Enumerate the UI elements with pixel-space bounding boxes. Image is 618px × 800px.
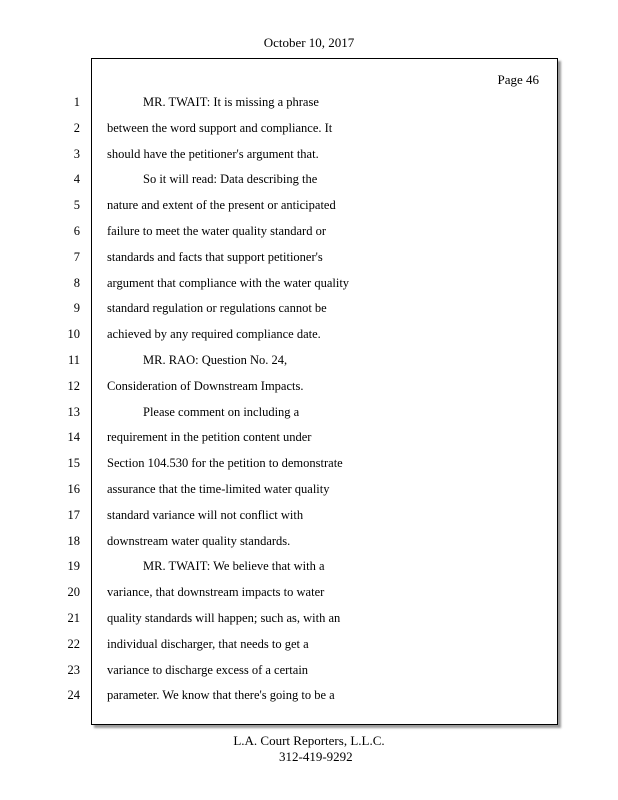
line-number: 18 bbox=[67, 533, 80, 548]
line-number: 3 bbox=[73, 146, 80, 161]
line-text: nature and extent of the present or anticipated bbox=[107, 198, 336, 213]
transcript-date: October 10, 2017 bbox=[263, 35, 355, 50]
line-number: 13 bbox=[67, 404, 80, 419]
line-text: MR. RAO: Question No. 24, bbox=[143, 353, 288, 367]
line-number: 15 bbox=[67, 456, 80, 471]
line-text: MR. TWAIT: It is missing a phrase bbox=[143, 95, 319, 109]
line-number: 1 bbox=[73, 95, 80, 109]
transcript-line bbox=[0, 92, 618, 112]
line-number: 19 bbox=[67, 559, 80, 574]
transcript-line bbox=[0, 376, 618, 396]
line-number: 20 bbox=[67, 585, 80, 600]
transcript-line bbox=[0, 324, 618, 344]
line-number: 14 bbox=[67, 430, 80, 445]
line-number: 9 bbox=[73, 301, 80, 316]
line-number: 12 bbox=[67, 378, 80, 393]
line-text: standard regulation or regulations cannot be bbox=[107, 301, 327, 316]
line-text: variance to discharge excess of a certain bbox=[107, 662, 309, 677]
line-number: 4 bbox=[73, 172, 80, 187]
line-number: 2 bbox=[73, 120, 80, 135]
line-text: MR. TWAIT: We believe that with a bbox=[143, 559, 325, 574]
line-number: 23 bbox=[67, 662, 80, 677]
transcript-line bbox=[0, 350, 618, 370]
line-text: assurance that the time-limited water quality bbox=[107, 482, 330, 496]
transcript-line bbox=[0, 298, 618, 318]
line-number: 21 bbox=[67, 611, 80, 625]
page-number: Page 46 bbox=[497, 72, 539, 87]
transcript-line bbox=[0, 582, 618, 602]
transcript-line bbox=[0, 608, 618, 628]
line-number: 22 bbox=[67, 636, 80, 651]
line-text: quality standards will happen; such as, with an bbox=[107, 611, 341, 625]
transcript-line bbox=[0, 660, 618, 680]
transcript-line bbox=[0, 402, 618, 422]
line-text: So it will read: Data describing the bbox=[143, 172, 318, 187]
line-number: 17 bbox=[67, 507, 80, 522]
line-number: 16 bbox=[67, 482, 80, 496]
line-text: variance, that downstream impacts to water bbox=[107, 585, 325, 600]
line-text: failure to meet the water quality standard or bbox=[107, 224, 327, 238]
transcript-line bbox=[0, 427, 618, 447]
transcript-line bbox=[0, 634, 618, 654]
line-number: 24 bbox=[67, 688, 80, 703]
footer-phone: 312-419-9292 bbox=[279, 749, 353, 764]
line-text: individual discharger, that needs to get a bbox=[107, 636, 309, 651]
line-number: 10 bbox=[67, 327, 80, 342]
line-number: 7 bbox=[73, 249, 80, 264]
line-number: 8 bbox=[73, 275, 80, 290]
transcript-line bbox=[0, 118, 618, 138]
transcript-line bbox=[0, 685, 618, 705]
line-text: standards and facts that support petitioner's bbox=[107, 249, 323, 264]
transcript-line bbox=[0, 247, 618, 267]
line-number: 5 bbox=[73, 198, 80, 213]
transcript-line bbox=[0, 273, 618, 293]
line-text: argument that compliance with the water quality bbox=[107, 275, 350, 290]
line-number: 11 bbox=[67, 353, 80, 367]
line-text: downstream water quality standards. bbox=[107, 533, 291, 548]
line-text: parameter. We know that there's going to be a bbox=[107, 688, 335, 703]
footer-company: L.A. Court Reporters, L.L.C. bbox=[233, 733, 385, 748]
transcript-line bbox=[0, 144, 618, 164]
transcript-line bbox=[0, 531, 618, 551]
line-text: Section 104.530 for the petition to demonstrate bbox=[107, 456, 343, 471]
transcript-line bbox=[0, 221, 618, 241]
transcript-line bbox=[0, 479, 618, 499]
transcript-line bbox=[0, 453, 618, 473]
line-number: 6 bbox=[73, 224, 80, 238]
transcript-line bbox=[0, 505, 618, 525]
line-text: achieved by any required compliance date. bbox=[107, 327, 321, 342]
line-text: Please comment on including a bbox=[143, 404, 300, 419]
transcript-line bbox=[0, 169, 618, 189]
line-text: Consideration of Downstream Impacts. bbox=[107, 378, 304, 393]
line-text: between the word support and compliance. It bbox=[107, 120, 333, 135]
transcript-line bbox=[0, 195, 618, 215]
line-text: requirement in the petition content under bbox=[107, 430, 312, 445]
transcript-line bbox=[0, 556, 618, 576]
line-text: should have the petitioner's argument that. bbox=[107, 146, 319, 161]
line-text: standard variance will not conflict with bbox=[107, 507, 304, 522]
